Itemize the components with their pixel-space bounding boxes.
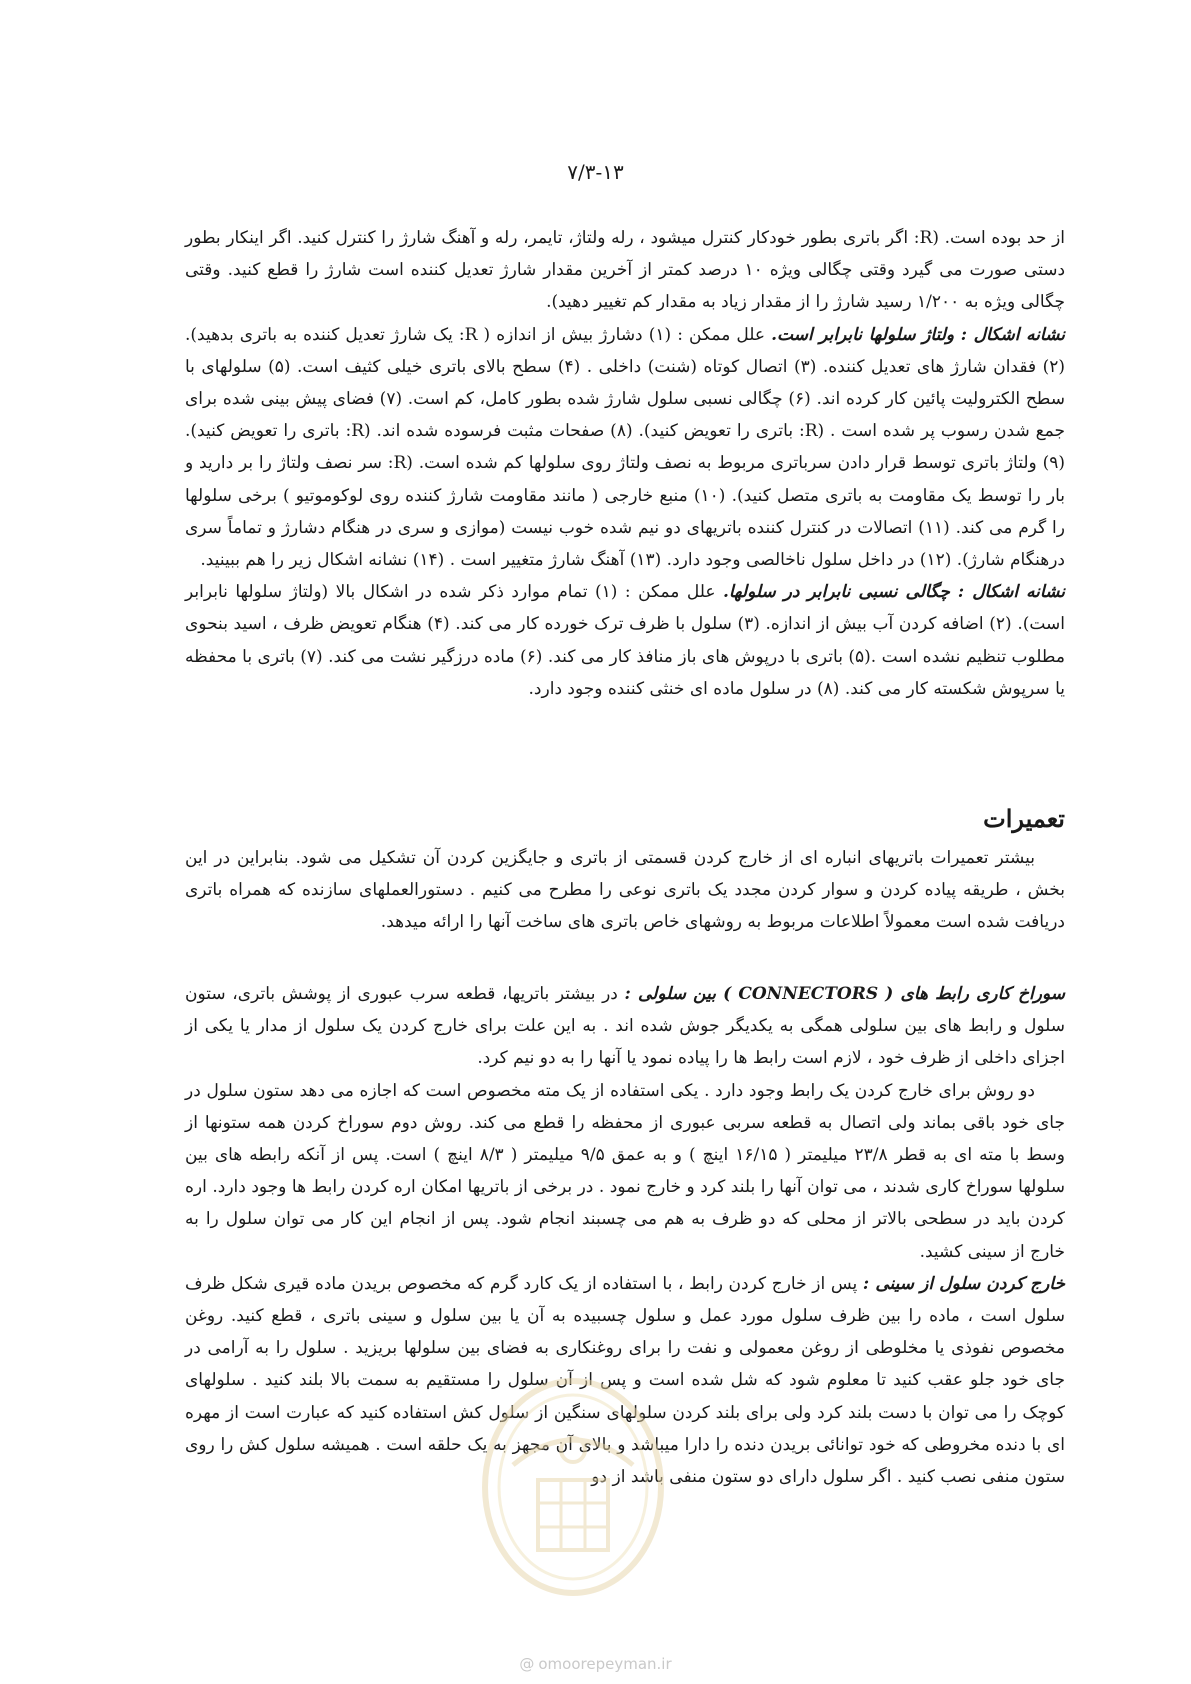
troubleshooting-section: [185, 222, 1065, 705]
watermark-seal-logo: [478, 1375, 668, 1600]
paragraph-body: در بیشتر باتریها، قطعه سرب عبوری از پوشش باتری، ستون سلول و رابط های بین سلولی همگی به یکدیگر جوش شده اند . به این علت برای خارج کردن یک سلول از مدار یا یکی از اجزای داخلی از ظرف خود ، لازم است رابط ها را پیاده نمود یا آنها را به دو نیم کرد.: [185, 984, 1065, 1069]
paragraph: [185, 319, 1065, 577]
page-number: ۷/۳-۱۳: [567, 160, 624, 184]
repairs-intro: [185, 842, 1065, 939]
paragraph-body: علل ممکن : (۱) دشارژ بیش از اندازه ( R: یک شارژ تعدیل کننده به باتری بدهید). (۲) فقدان شارژ های تعدیل کننده. (۳) اتصال کوتاه (شنت) داخلی . (۴) سطح بالای باتری خیلی کثیف است. (۵) سلولهای با سطح الکترولیت پائین کار کرده اند. (۶) چگالی نسبی سلول شارژ شده بطور کامل، کم است. (۷) فضای پیش بینی شده برای جمع شدن رسوب پر شده است . (R: باتری را تعویض کنید). (۸) صفحات مثبت فرسوده شده اند. (R: باتری را تعویض کنید). (۹) ولتاژ باتری توسط قرار دادن سرباتری مربوط به نصف ولتاژ روی سلولها کم شده است. (R: سر نصف ولتاژ را بر دارید و بار را توسط یک مقاومت به باتری متصل کنید). (۱۰) منبع خارجی ( مانند مقاومت شارژ کننده روی لوکوموتیو ) برخی سلولها را گرم می کند. (۱۱) اتصالات در کنترل کننده باتریهای دو نیم شده خوب نیست (موازی و سری در هنگام دشارژ و تماماً سری درهنگام شارژ). (۱۲) در داخل سلول ناخالصی وجود دارد. (۱۳) آهنگ شارژ متغییر است . (۱۴) نشانه اشکال زیر را هم ببینید.: [185, 324, 1065, 571]
subsection-heading: خارج کردن سلول از سینی :: [862, 1273, 1065, 1294]
paragraph: [185, 576, 1065, 705]
paragraph-body: پس از خارج کردن رابط ، با استفاده از یک کارد گرم که مخصوص بریدن ماده قیری شکل ظرف سلول است ، ماده را بین ظرف سلول مورد عمل و سلول چسبیده به آن یا بین سلول و سینی باتری ، قطع کنید. روغن مخصوص نفوذی یا مخلوطی از روغن معمولی و نفت را برای روغنکاری به فضای بین سلولها بریزید . سلول را به آرامی در جای خود جلو عقب کنید تا معلوم شود که شل شده است و پس از آن سلول را مستقیم به سمت بالا بلند کنید . سلولهای کوچک را می توان با دست بلند کرد ولی برای بلند کردن سلولهای سنگین از سلول کش استفاده کنید که عبارت است از مهره ای با دنده مخروطی که خود توانائی بریدن دنده را دارا میباشد و بالای آن مجهز به یک حلقه است . همیشه سلول کش را روی ستون منفی نصب کنید . اگر سلول دارای دو ستون منفی باشد از دو: [185, 1273, 1065, 1488]
section-heading: تعمیرات: [983, 804, 1065, 833]
symptom-heading: نشانه اشکال : چگالی نسبی نابرابر در سلولها.: [722, 582, 1065, 603]
at-sign-icon: @: [519, 1655, 535, 1673]
paragraph-body: علل ممکن : (۱) تمام موارد ذکر شده در اشکال بالا (ولتاژ سلولها نابرابر است). (۲) اضافه کردن آب بیش از اندازه. (۳) سلول با ظرف ترک خورده کار می کند. (۴) هنگام تعویض ظرف ، اسید بنحوی مطلوب تنظیم نشده است .(۵) باتری با درپوش های باز منافذ کار می کند. (۶) ماده درزگیر نشت می کند. (۷) باتری با محفظه یا سرپوش شکسته کار می کند. (۸) در سلول ماده ای خنثی کننده وجود دارد.: [185, 582, 1066, 699]
footer-url-text: omoorepeyman.ir: [538, 1655, 672, 1673]
paragraph: بیشتر تعمیرات باتریهای انباره ای از خارج کردن قسمتی از باتری و جایگزین کردن آن تشکیل می شود. بنابراین در این بخش ، طریقه پیاده کردن و سوار کردن مجدد یک باتری نوعی را مطرح می کنیم . دستورالعملهای سازنده که همراه باتری دریافت شده است معمولاً اطلاعات مربوط به روشهای خاص باتری های ساخت آنها را ارائه میدهد.: [185, 848, 1065, 933]
symptom-heading: نشانه اشکال : ولتاژ سلولها نابرابر است.: [771, 324, 1066, 345]
paragraph: دو روش برای خارج کردن یک رابط وجود دارد . یکی استفاده از یک مته مخصوص است که اجازه می دهد ستون سلول در جای خود باقی بماند ولی اتصال به قطعه سربی عبوری از محفظه را قطع می کند. روش دوم سوراخ کردن همه ستونها از وسط با مته ای به قطر ۲۳/۸ میلیمتر ( ۱۶/۱۵ اینچ ) و به عمق ۹/۵ میلیمتر ( ۸/۳ اینچ ) است. پس از آنکه رابطه های بین سلولها سوراخ کاری شدند ، می توان آنها را بلند کرد و خارج نمود . در برخی از باتریها امکان اره کردن رابط ها وجود دارد. اره کردن باید در سطحی بالاتر از محلی که دو ظرف به هم می چسبند انجام شود. پس از انجام این کار می توان سلول را به خارج از سینی کشید.: [185, 1080, 1065, 1262]
paragraph: از حد بوده است. (R: اگر باتری بطور خودکار کنترل میشود ، رله ولتاژ، تایمر، رله و آهنگ شارژ را کنترل کنید. اگر اینکار بطور دستی صورت می گیرد وقتی چگالی ویژه ۱۰ درصد کمتر از آخرین مقدار شارژ تعدیل کننده است شارژ را قطع کنید. وقتی چگالی ویژه به ۱/۲۰۰ رسید شارژ را از مقدار زیاد به مقدار کم تغییر دهید).: [185, 228, 1066, 313]
paragraph: [185, 978, 1065, 1075]
footer-watermark-url: [0, 1655, 1191, 1673]
subsection-heading: سوراخ کاری رابط های ( CONNECTORS ) بین سلولی :: [624, 984, 1065, 1004]
